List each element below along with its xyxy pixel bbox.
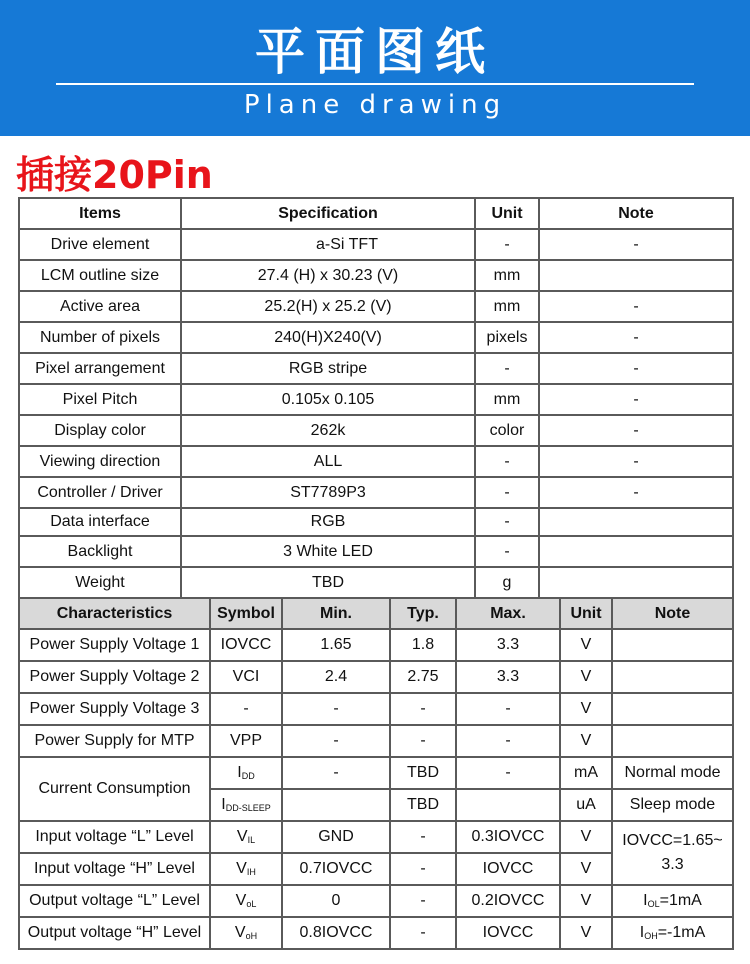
spec-value: TBD [181, 567, 475, 598]
spec-unit: mm [475, 260, 539, 291]
symbol-main: V [236, 860, 247, 877]
banner-title: 平面图纸 [255, 23, 495, 81]
char-note: Normal mode [612, 757, 733, 789]
spec-row [19, 229, 733, 260]
char-row [19, 885, 733, 917]
symbol-subscript: oL [246, 899, 257, 909]
symbol-main: V [234, 924, 246, 941]
char-header-cell: Typ. [390, 598, 456, 629]
char-name: Input voltage “H” Level [19, 853, 210, 885]
spec-header-row [19, 198, 733, 229]
spec-item: Data interface [19, 508, 181, 536]
spec-row [19, 291, 733, 322]
spec-unit: color [475, 415, 539, 446]
spec-item: Controller / Driver [19, 477, 181, 508]
char-note [612, 725, 733, 757]
note-rest: =-1mA [657, 924, 706, 941]
spec-note [539, 567, 733, 598]
characteristics-table [18, 597, 734, 950]
spec-row [19, 415, 733, 446]
char-name: Power Supply for MTP [19, 725, 210, 757]
char-symbol [210, 917, 282, 949]
char-typ: TBD [390, 789, 456, 821]
spec-header-cell: Note [539, 198, 733, 229]
spec-value: 3 White LED [181, 536, 475, 567]
symbol-subscript: DD-SLEEP [225, 803, 271, 813]
char-row [19, 661, 733, 693]
char-typ: 2.75 [390, 661, 456, 693]
char-typ: - [390, 821, 456, 853]
spec-item: Active area [19, 291, 181, 322]
spec-table [18, 197, 734, 599]
spec-item: Pixel arrangement [19, 353, 181, 384]
char-symbol: IOVCC [210, 629, 282, 661]
char-min: - [282, 725, 390, 757]
spec-value: 25.2(H) x 25.2 (V) [181, 291, 475, 322]
char-max: 3.3 [456, 661, 560, 693]
symbol-main: V [235, 892, 247, 909]
char-max [456, 789, 560, 821]
spec-note: - [539, 353, 733, 384]
spec-unit: pixels [475, 322, 539, 353]
spec-note: - [539, 446, 733, 477]
symbol-main: I [221, 796, 226, 813]
char-unit: V [560, 661, 612, 693]
char-header-cell: Symbol [210, 598, 282, 629]
char-header-cell: Max. [456, 598, 560, 629]
char-name: Power Supply Voltage 3 [19, 693, 210, 725]
char-row [19, 821, 733, 853]
symbol-subscript: IH [246, 867, 256, 877]
char-name: Input voltage “L” Level [19, 821, 210, 853]
symbol-main: V [236, 828, 248, 845]
spec-value: a-Si TFT [181, 229, 475, 260]
note-main: I [643, 892, 648, 909]
spec-row [19, 446, 733, 477]
pin-heading: 插接20Pin [16, 153, 213, 197]
spec-header-cell: Specification [181, 198, 475, 229]
spec-header-cell: Unit [475, 198, 539, 229]
char-max: IOVCC [456, 917, 560, 949]
char-symbol [210, 853, 282, 885]
char-name: Power Supply Voltage 1 [19, 629, 210, 661]
char-name: Current Consumption [19, 757, 210, 821]
char-name: Power Supply Voltage 2 [19, 661, 210, 693]
note-subscript: OH [644, 931, 658, 941]
char-max: IOVCC [456, 853, 560, 885]
char-symbol: VCI [210, 661, 282, 693]
spec-unit: - [475, 446, 539, 477]
char-min: 2.4 [282, 661, 390, 693]
spec-value: 240(H)X240(V) [181, 322, 475, 353]
spec-unit: mm [475, 291, 539, 322]
char-note [612, 693, 733, 725]
spec-row [19, 567, 733, 598]
spec-item: Drive element [19, 229, 181, 260]
spec-value: RGB stripe [181, 353, 475, 384]
char-name: Output voltage “L” Level [19, 885, 210, 917]
char-row [19, 725, 733, 757]
char-unit: mA [560, 757, 612, 789]
char-symbol [210, 885, 282, 917]
char-row [19, 693, 733, 725]
spec-value: 0.105x 0.105 [181, 384, 475, 415]
spec-item: Display color [19, 415, 181, 446]
spec-row [19, 384, 733, 415]
char-note [612, 917, 733, 949]
char-min: - [282, 693, 390, 725]
spec-unit: mm [475, 384, 539, 415]
spec-note: - [539, 291, 733, 322]
spec-value: 27.4 (H) x 30.23 (V) [181, 260, 475, 291]
spec-unit: - [475, 353, 539, 384]
spec-note: - [539, 384, 733, 415]
char-header-cell: Characteristics [19, 598, 210, 629]
char-note: IOVCC=1.65~ 3.3 [612, 821, 733, 885]
char-max: - [456, 725, 560, 757]
char-min: - [282, 757, 390, 789]
header-banner [0, 0, 750, 136]
char-symbol: VPP [210, 725, 282, 757]
char-typ: - [390, 853, 456, 885]
spec-note [539, 508, 733, 536]
char-min [282, 789, 390, 821]
char-max: 0.3IOVCC [456, 821, 560, 853]
spec-value: ALL [181, 446, 475, 477]
spec-note [539, 536, 733, 567]
spec-item: Weight [19, 567, 181, 598]
char-header-cell: Note [612, 598, 733, 629]
char-row [19, 757, 733, 789]
banner-divider [56, 83, 694, 85]
note-main: I [639, 924, 645, 941]
spec-note: - [539, 322, 733, 353]
spec-unit: - [475, 536, 539, 567]
char-header-cell: Min. [282, 598, 390, 629]
spec-row [19, 508, 733, 536]
char-row [19, 629, 733, 661]
char-unit: V [560, 725, 612, 757]
spec-unit: - [475, 229, 539, 260]
char-typ: - [390, 693, 456, 725]
spec-item: Pixel Pitch [19, 384, 181, 415]
char-min: 0.8IOVCC [282, 917, 390, 949]
char-typ: - [390, 885, 456, 917]
spec-header-cell: Items [19, 198, 181, 229]
spec-value: 262k [181, 415, 475, 446]
char-unit: V [560, 885, 612, 917]
spec-row [19, 536, 733, 567]
spec-unit: g [475, 567, 539, 598]
char-unit: uA [560, 789, 612, 821]
spec-row [19, 353, 733, 384]
char-unit: V [560, 853, 612, 885]
char-note: Sleep mode [612, 789, 733, 821]
spec-value: ST7789P3 [181, 477, 475, 508]
spec-unit: - [475, 508, 539, 536]
banner-subtitle: Plane drawing [243, 90, 507, 120]
symbol-subscript: DD [241, 771, 255, 781]
char-max: - [456, 693, 560, 725]
note-subscript: OL [647, 899, 660, 909]
spec-note: - [539, 229, 733, 260]
char-symbol [210, 757, 282, 789]
char-unit: V [560, 821, 612, 853]
char-symbol [210, 789, 282, 821]
char-symbol [210, 821, 282, 853]
char-row [19, 917, 733, 949]
spec-note [539, 260, 733, 291]
char-note [612, 661, 733, 693]
spec-note: - [539, 477, 733, 508]
spec-row [19, 260, 733, 291]
char-name: Output voltage “H” Level [19, 917, 210, 949]
note-rest: =1mA [659, 892, 702, 909]
char-typ: TBD [390, 757, 456, 789]
spec-row [19, 477, 733, 508]
char-typ: - [390, 917, 456, 949]
char-unit: V [560, 629, 612, 661]
spec-item: Backlight [19, 536, 181, 567]
char-header-cell: Unit [560, 598, 612, 629]
spec-unit: - [475, 477, 539, 508]
char-note [612, 629, 733, 661]
spec-note: - [539, 415, 733, 446]
char-unit: V [560, 693, 612, 725]
char-min: GND [282, 821, 390, 853]
char-max: - [456, 757, 560, 789]
char-max: 0.2IOVCC [456, 885, 560, 917]
spec-item: LCM outline size [19, 260, 181, 291]
spec-value: RGB [181, 508, 475, 536]
char-min: 0 [282, 885, 390, 917]
symbol-subscript: IL [247, 835, 256, 845]
char-min: 0.7IOVCC [282, 853, 390, 885]
char-typ: - [390, 725, 456, 757]
char-note [612, 885, 733, 917]
char-max: 3.3 [456, 629, 560, 661]
char-symbol: - [210, 693, 282, 725]
symbol-subscript: oH [245, 931, 258, 941]
spec-item: Viewing direction [19, 446, 181, 477]
spec-row [19, 322, 733, 353]
symbol-main: I [237, 764, 242, 781]
char-typ: 1.8 [390, 629, 456, 661]
spec-item: Number of pixels [19, 322, 181, 353]
char-header-row [19, 598, 733, 629]
char-unit: V [560, 917, 612, 949]
char-min: 1.65 [282, 629, 390, 661]
